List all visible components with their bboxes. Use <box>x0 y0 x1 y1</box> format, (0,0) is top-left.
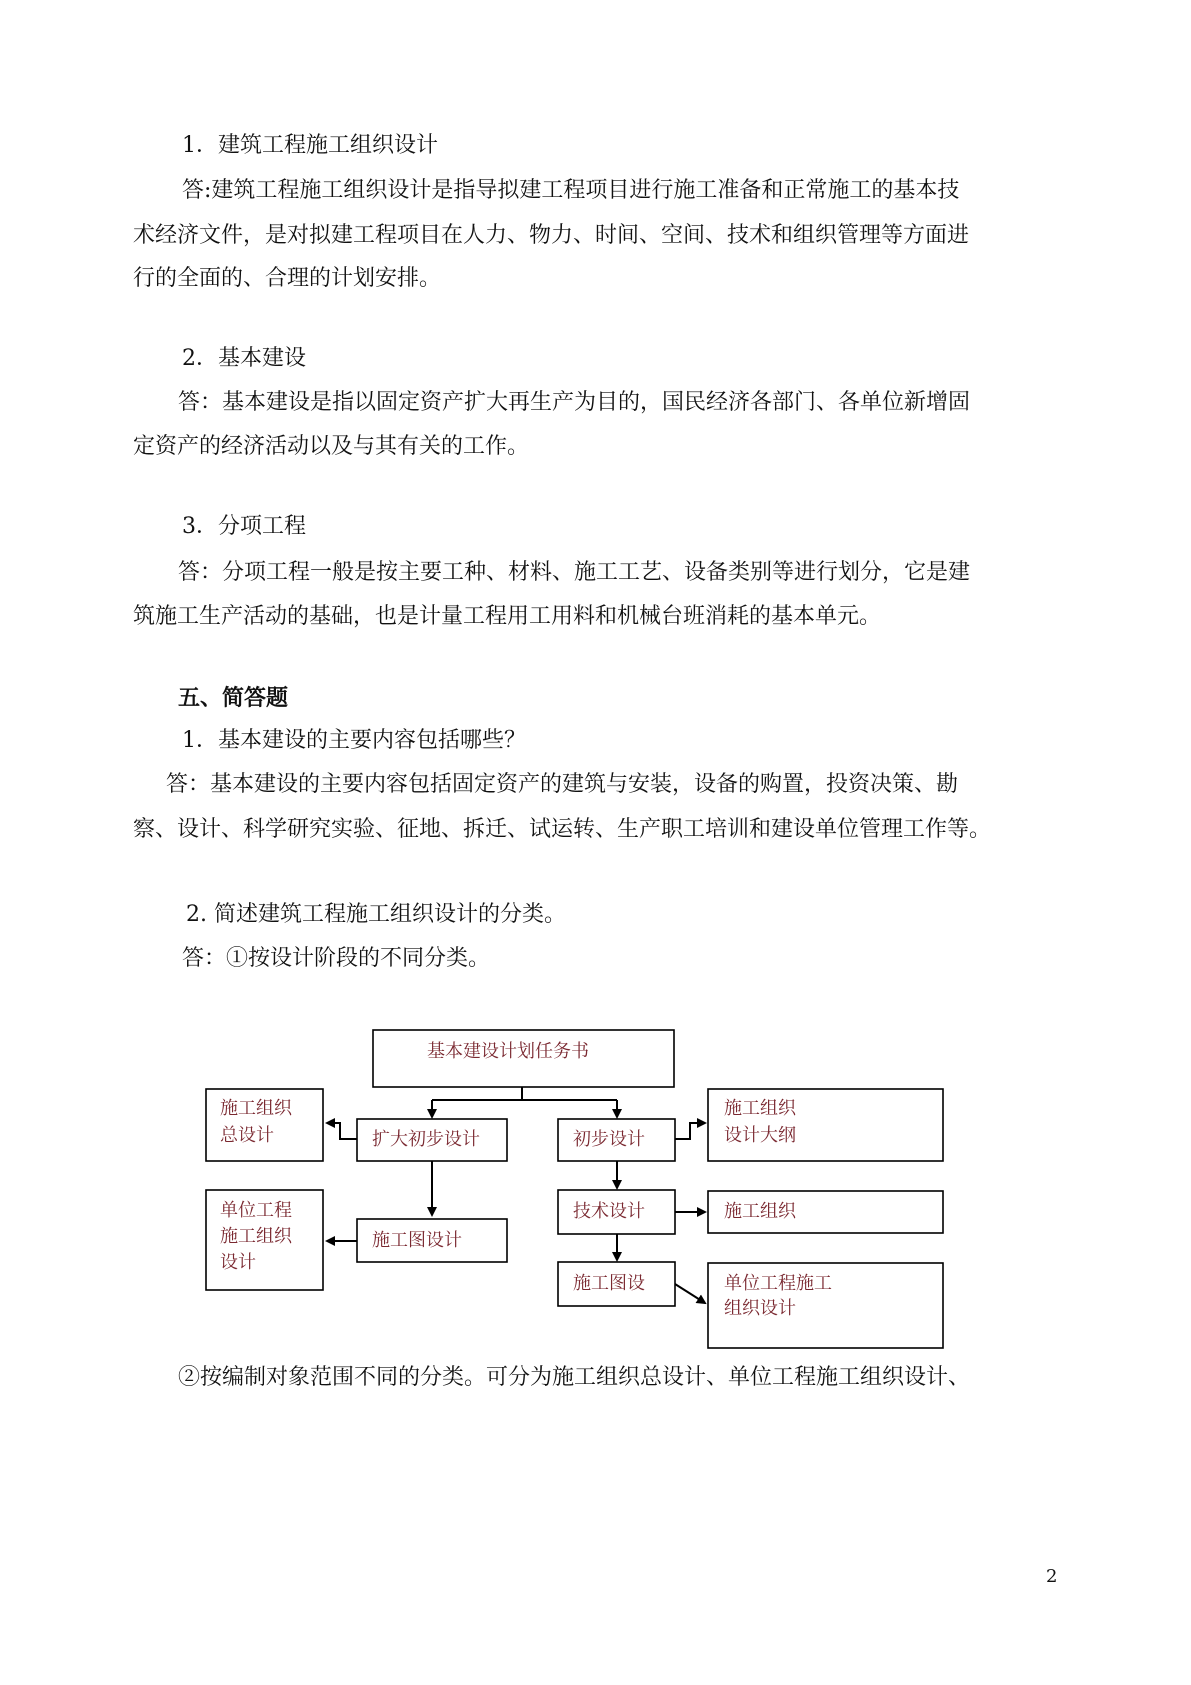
box-construction-drawing-right <box>558 1262 675 1306</box>
box-expanded-preliminary <box>357 1119 507 1161</box>
question-2-answer-1: 答：①按设计阶段的不同分类。 <box>182 946 491 971</box>
box-organization <box>708 1191 943 1233</box>
box-organization-label: 施工组织 <box>724 1201 796 1222</box>
page-number: 2 <box>1046 1566 1058 1587</box>
question-1-answer-line-1: 答：基本建设的主要内容包括固定资产的建筑与安装，设备的购置，投资决策、勘 <box>166 772 959 797</box>
box-unit-design-right-line-1: 单位工程施工 <box>724 1273 832 1294</box>
box-construction-drawing-right-label: 施工图设 <box>573 1273 645 1294</box>
term-answer-1-line-2: 术经济文件，是对拟建工程项目在人力、物力、时间、空间、技术和组织管理等方面进 <box>133 223 970 248</box>
box-general-design <box>206 1089 323 1161</box>
box-unit-design-left-line-1: 单位工程 <box>220 1200 292 1221</box>
box-construction-drawing-left-label: 施工图设计 <box>372 1230 462 1251</box>
box-expanded-preliminary-label: 扩大初步设计 <box>372 1129 480 1150</box>
box-unit-design-left-line-2: 施工组织 <box>220 1226 292 1247</box>
box-preliminary <box>558 1119 675 1161</box>
box-general-design-line-2: 总设计 <box>220 1125 274 1146</box>
box-design-outline <box>708 1089 943 1161</box>
box-unit-design-left <box>206 1190 323 1290</box>
question-2: 2. 简述建筑工程施工组织设计的分类。 <box>186 902 566 927</box>
box-technical-design-label: 技术设计 <box>573 1201 645 1222</box>
term-answer-3-line-2: 筑施工生产活动的基础，也是计量工程用工用料和机械台班消耗的基本单元。 <box>133 604 882 629</box>
term-answer-2-line-1: 答：基本建设是指以固定资产扩大再生产为目的，国民经济各部门、各单位新增固 <box>178 390 971 415</box>
box-unit-design-left-line-3: 设计 <box>220 1252 256 1273</box>
box-plan-assignment <box>373 1030 674 1087</box>
term-answer-1-line-1: 答:建筑工程施工组织设计是指导拟建工程项目进行施工准备和正常施工的基本技 <box>182 178 960 203</box>
box-unit-design-right-line-2: 组织设计 <box>724 1298 796 1319</box>
question-1: 1．基本建设的主要内容包括哪些？ <box>182 728 526 753</box>
part-title: 五、简答题 <box>178 685 289 711</box>
term-heading-2: 2．基本建设 <box>182 346 306 371</box>
term-answer-1-line-3: 行的全面的、合理的计划安排。 <box>133 266 442 291</box>
box-construction-drawing-left <box>357 1219 507 1262</box>
box-technical-design <box>558 1190 675 1234</box>
box-preliminary-label: 初步设计 <box>573 1129 645 1150</box>
term-answer-2-line-2: 定资产的经济活动以及与其有关的工作。 <box>133 434 530 459</box>
term-heading-1: 1．建筑工程施工组织设计 <box>182 133 438 158</box>
term-heading-3: 3．分项工程 <box>182 514 306 539</box>
box-general-design-line-1: 施工组织 <box>220 1098 292 1119</box>
question-1-answer-line-2: 察、设计、科学研究实验、征地、拆迁、试运转、生产职工培训和建设单位管理工作等。 <box>133 817 992 842</box>
box-unit-design-right <box>708 1263 943 1348</box>
term-answer-3-line-1: 答：分项工程一般是按主要工种、材料、施工工艺、设备类别等进行划分，它是建 <box>178 560 971 585</box>
box-plan-assignment-label: 基本建设计划任务书 <box>427 1041 589 1062</box>
box-design-outline-line-2: 设计大纲 <box>724 1125 796 1146</box>
question-2-answer-2: ②按编制对象范围不同的分类。可分为施工组织总设计、单位工程施工组织设计、 <box>178 1365 971 1390</box>
box-design-outline-line-1: 施工组织 <box>724 1098 796 1119</box>
